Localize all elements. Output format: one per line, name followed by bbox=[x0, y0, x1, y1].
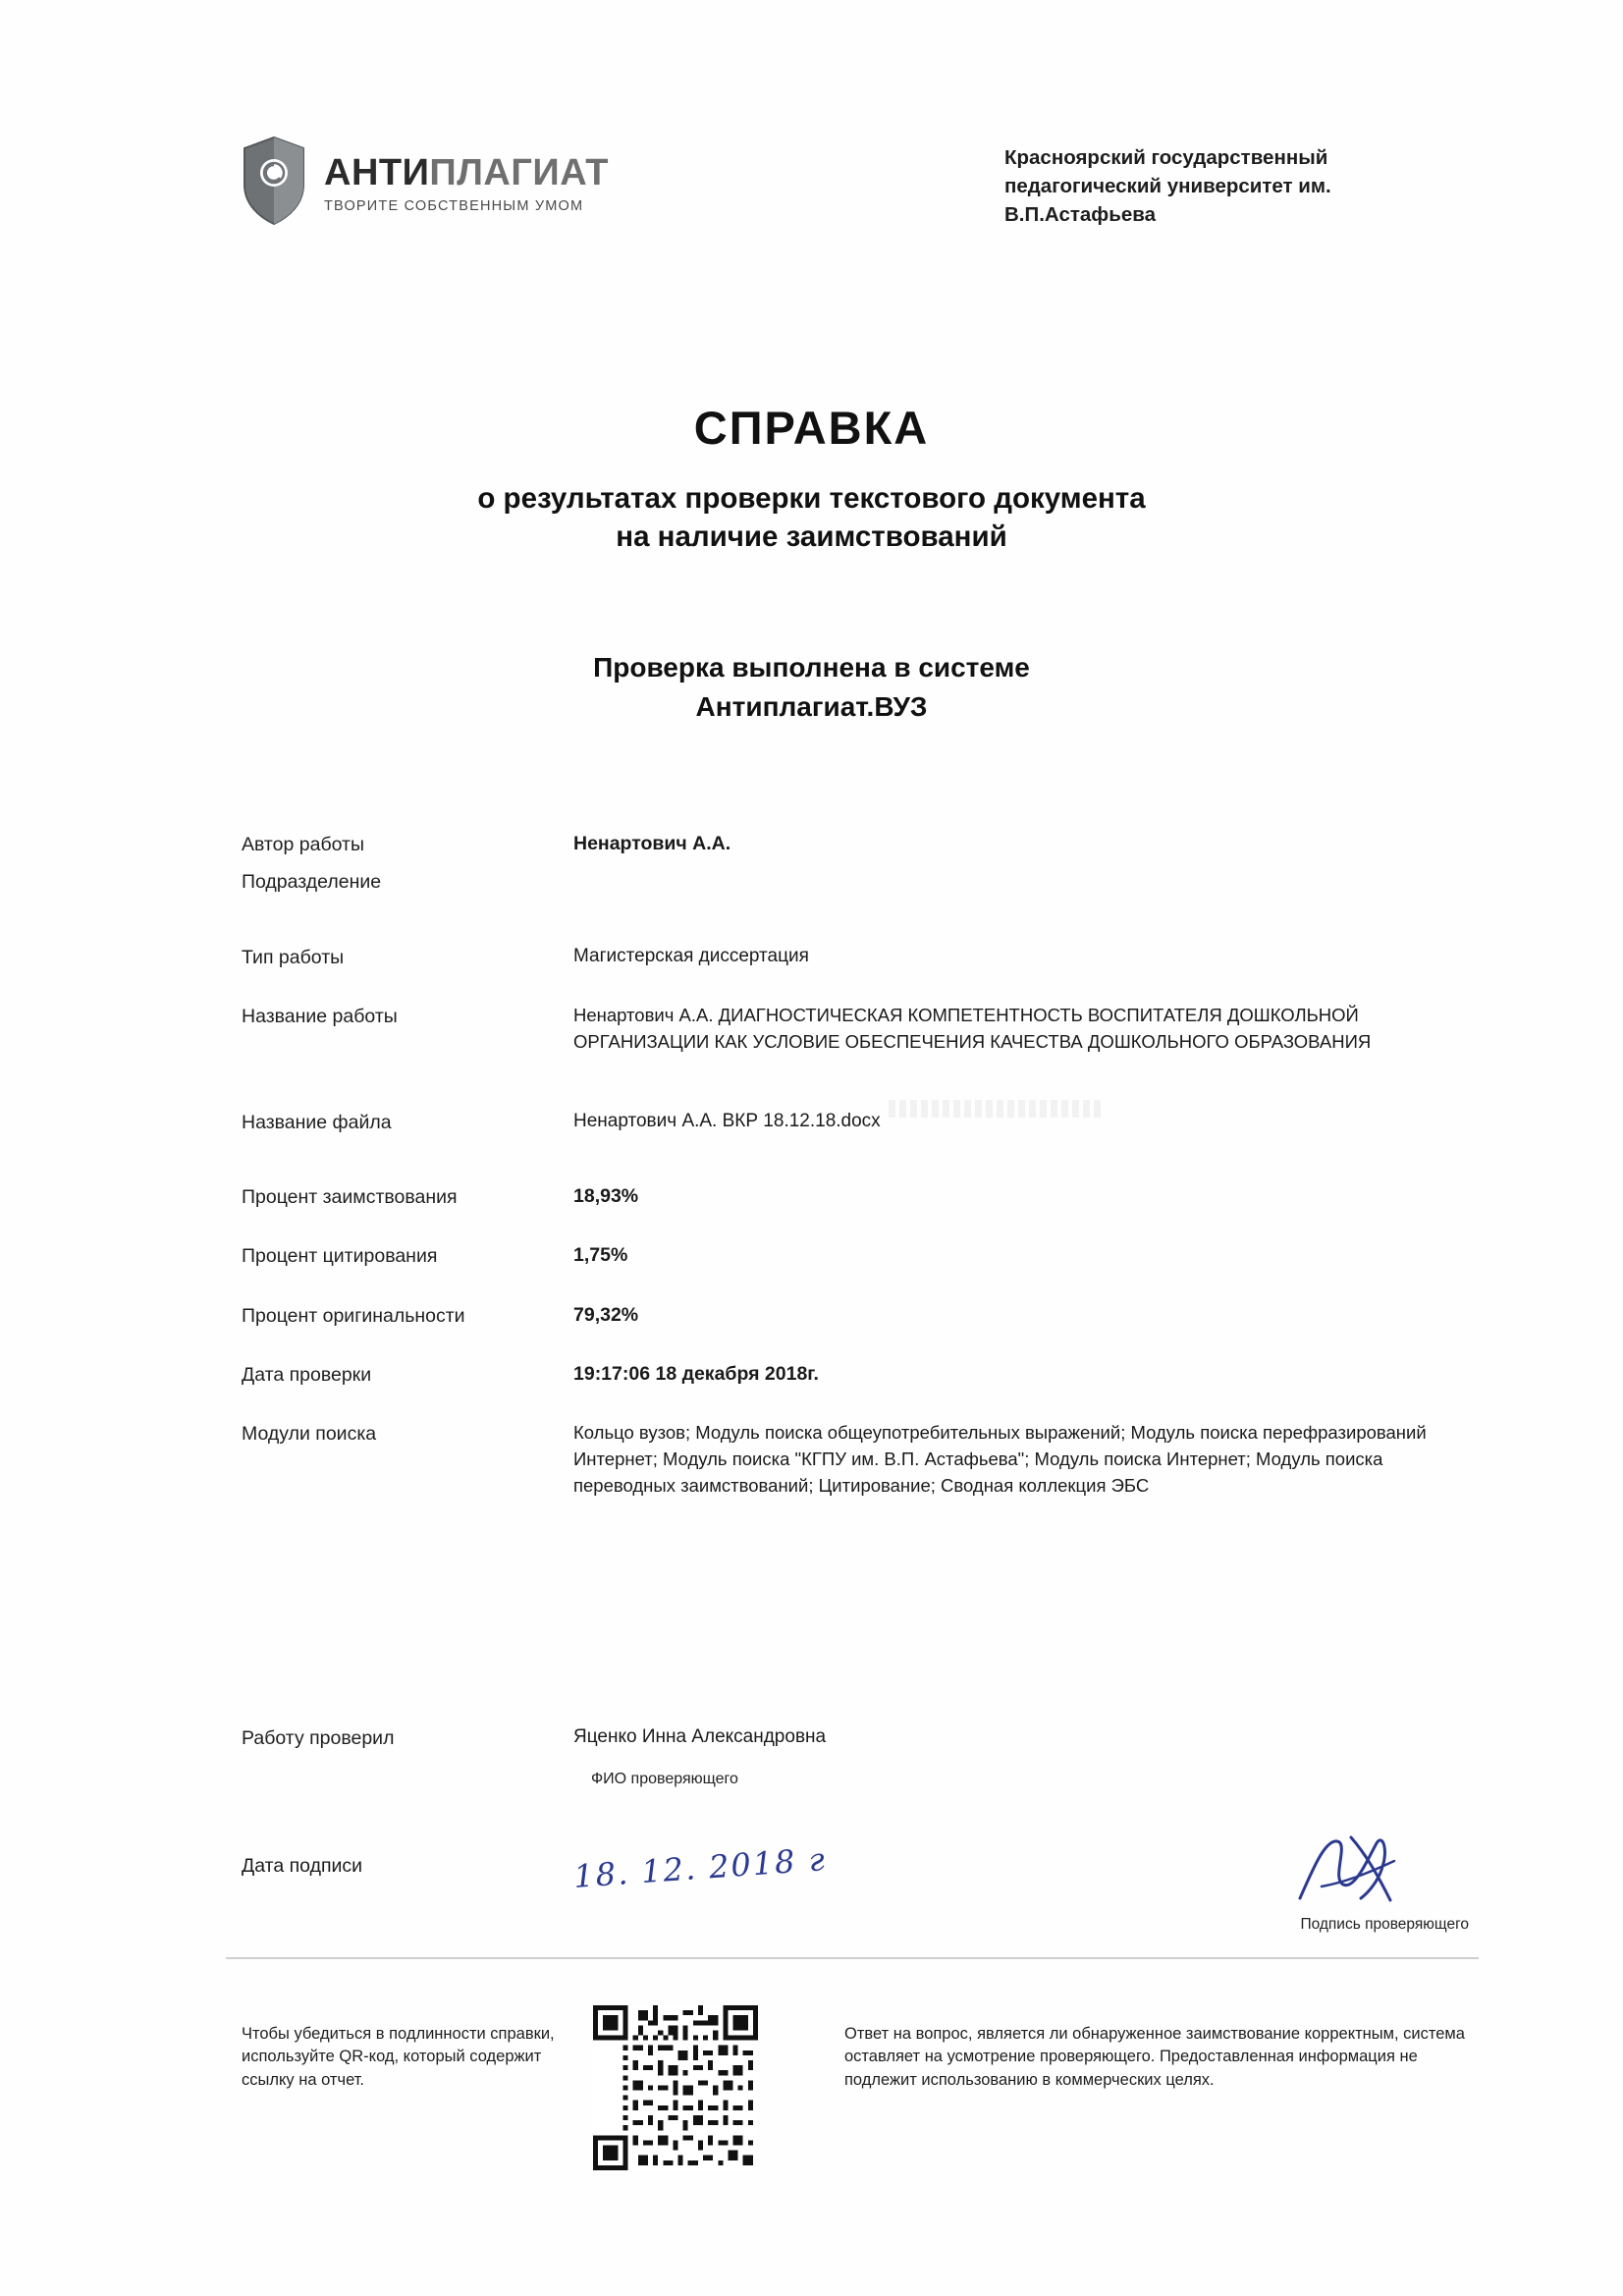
field-label: Подразделение bbox=[242, 871, 382, 894]
field-value: Магистерская диссертация bbox=[573, 945, 809, 966]
field-label: Процент цитирования bbox=[242, 1245, 438, 1268]
checker-name: Яценко Инна Александровна bbox=[573, 1726, 827, 1747]
field-value: 1,75% bbox=[573, 1244, 628, 1267]
fields-table bbox=[242, 830, 1469, 1506]
field-label: Процент заимствования bbox=[242, 1186, 458, 1208]
field-label: Дата проверки bbox=[242, 1363, 372, 1386]
field-value: Кольцо вузов; Модуль поиска общеупотребительных выражений; Модуль поиска перефразирований Интернет; Модуль поиска "КГПУ им. В.П. Астафьева"; Модуль поиска Интернет; Модуль поиска переводных заимствований; Цитирование; Сводная коллекция ЭБС bbox=[573, 1422, 1427, 1496]
field-label: Название файла bbox=[242, 1111, 392, 1133]
field-label: Процент оригинальности bbox=[242, 1304, 465, 1327]
field-row-borrowing-percent bbox=[242, 1182, 1469, 1212]
checker-row bbox=[242, 1723, 1469, 1753]
field-label: Модули поиска bbox=[242, 1423, 377, 1445]
system-statement bbox=[0, 648, 1623, 727]
field-row-file-name bbox=[242, 1108, 1469, 1137]
spacer bbox=[242, 1761, 573, 1762]
page-header bbox=[242, 136, 1427, 229]
sign-date-label: Дата подписи bbox=[242, 1855, 363, 1878]
checker-caption: ФИО проверяющего bbox=[591, 1771, 738, 1788]
signature-caption: Подпись проверяющего bbox=[1300, 1916, 1469, 1934]
field-row-citation-percent bbox=[242, 1241, 1469, 1271]
footer-divider bbox=[226, 1957, 1479, 1959]
field-value: 18,93% bbox=[573, 1185, 639, 1207]
brand-title-light: ПЛАГИАТ bbox=[429, 151, 609, 193]
field-label: Название работы bbox=[242, 1005, 398, 1027]
watermark bbox=[889, 1100, 1105, 1118]
footer-right-text: Ответ на вопрос, является ли обнаруженное заимствование корректным, система оставляет на усмотрение проверяющего. Предоставленная информация не подлежит использованию в коммерческих целях. bbox=[844, 2025, 1465, 2089]
field-row-search-modules bbox=[242, 1419, 1469, 1499]
page-subtitle-line2: на наличие заимствований bbox=[616, 520, 1007, 554]
field-row-author bbox=[242, 830, 1469, 859]
page-title: СПРАВКА bbox=[693, 402, 930, 454]
page-subtitle bbox=[0, 479, 1623, 556]
shield-icon bbox=[242, 136, 306, 226]
antiplagiat-logo bbox=[242, 136, 609, 226]
field-label: Автор работы bbox=[242, 834, 364, 855]
field-row-work-type bbox=[242, 943, 1469, 972]
field-row-originality-percent bbox=[242, 1301, 1469, 1331]
field-row-check-date bbox=[242, 1360, 1469, 1390]
system-statement-line1: Проверка выполнена в системе bbox=[593, 652, 1030, 683]
footer-left-text: Чтобы убедиться в подлинности справки, используйте QR-код, который содержит ссылку на отчет. bbox=[242, 2025, 555, 2089]
organization-name: Красноярский государственный педагогический университет им. В.П.Астафьева bbox=[1004, 146, 1331, 227]
page-footer bbox=[242, 2023, 1488, 2170]
signature-block bbox=[242, 1723, 1469, 1934]
field-value: Ненартович А.А. ВКР 18.12.18.docx bbox=[573, 1110, 881, 1131]
brand-text bbox=[324, 148, 609, 214]
signature-icon bbox=[1292, 1828, 1410, 1906]
sign-date-row bbox=[242, 1840, 1469, 1934]
brand-title-bold: АНТИ bbox=[324, 151, 430, 193]
field-value: 19:17:06 18 декабря 2018г. bbox=[573, 1362, 819, 1385]
brand-title bbox=[324, 151, 609, 193]
qr-code-icon[interactable] bbox=[593, 2005, 758, 2170]
brand-tagline: ТВОРИТЕ СОБСТВЕННЫМ УМОМ bbox=[324, 197, 584, 214]
page-subtitle-line1: о результатах проверки текстового документа bbox=[477, 482, 1146, 515]
field-value: 79,32% bbox=[573, 1303, 639, 1326]
field-row-work-title bbox=[242, 1002, 1469, 1055]
field-value: Ненартович А.А. ДИАГНОСТИЧЕСКАЯ КОМПЕТЕНТНОСТЬ ВОСПИТАТЕЛЯ ДОШКОЛЬНОЙ ОРГАНИЗАЦИИ КАК УСЛОВИЕ ОБЕСПЕЧЕНИЯ КАЧЕСТВА ДОШКОЛЬНОГО ОБРАЗОВАНИЯ bbox=[573, 1004, 1372, 1052]
sign-date-value: 18. 12. 2018 г bbox=[571, 1840, 828, 1896]
field-row-department bbox=[242, 867, 1469, 897]
field-label: Тип работы bbox=[242, 946, 345, 968]
checker-label: Работу проверил bbox=[242, 1727, 395, 1749]
checker-caption-row bbox=[242, 1761, 1469, 1788]
system-statement-line2: Антиплагиат.ВУЗ bbox=[695, 690, 928, 722]
field-value: Ненартович А.А. bbox=[573, 833, 731, 854]
